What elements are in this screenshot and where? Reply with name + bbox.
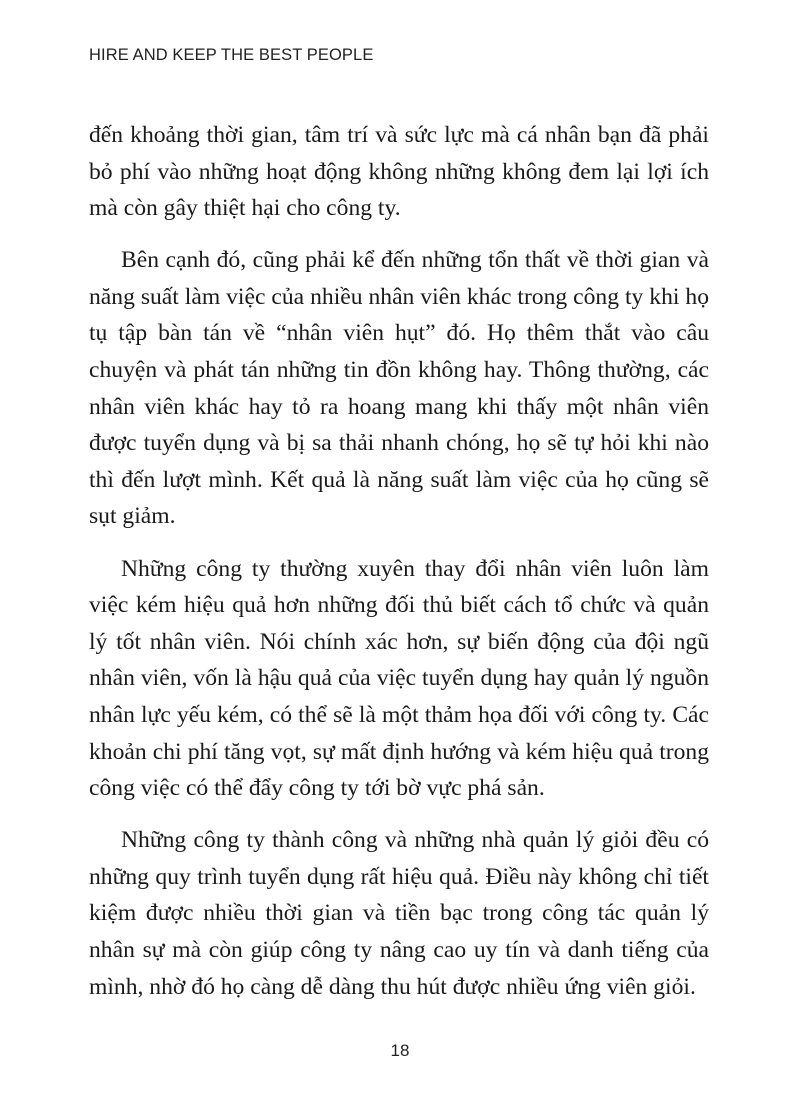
paragraph-losses: Bên cạnh đó, cũng phải kể đến những tổn thất về thời gian và năng suất làm việc của nhiều nhân viên khác trong công ty khi họ tụ tập bàn tán về “nhân viên hụt” đó. Họ thêm thắt vào câu chuyện và phát tán những tin đồn không hay. Thông thường, các nhân viên khác hay tỏ ra hoang mang khi thấy một nhân viên được tuyển dụng và bị sa thải nhanh chóng, họ sẽ tự hỏi khi nào thì đến lượt mình. Kết quả là năng suất làm việc của họ cũng sẽ sụt giảm.: [89, 247, 709, 530]
paragraph-turnover: Những công ty thường xuyên thay đổi nhân viên luôn làm việc kém hiệu quả hơn những đối thủ biết cách tổ chức và quản lý tốt nhân viên. Nói chính xác hơn, sự biến động của đội ngũ nhân viên, vốn là hậu quả của việc tuyển dụng hay quản lý nguồn nhân lực yếu kém, có thể sẽ là một thảm họa đối với công ty. Các khoản chi phí tăng vọt, sự mất định hướng và kém hiệu quả trong công việc có thể đẩy công ty tới bờ vực phá sản.: [89, 555, 709, 802]
paragraph-successful-companies: Những công ty thành công và những nhà quản lý giỏi đều có những quy trình tuyển dụng rất hiệu quả. Điều này không chỉ tiết kiệm được nhiều thời gian và tiền bạc trong công tác quản lý nhân sự mà còn giúp công ty nâng cao uy tín và danh tiếng của mình, nhờ đó họ càng dễ dàng thu hút được nhiều ứng viên giỏi.: [89, 827, 709, 1000]
running-header: HIRE AND KEEP THE BEST PEOPLE: [89, 46, 374, 64]
paragraph-continuation: đến khoảng thời gian, tâm trí và sức lực mà cá nhân bạn đã phải bỏ phí vào những hoạt động không những không đem lại lợi ích mà còn gây thiệt hại cho công ty.: [89, 122, 709, 222]
page-number: 18: [390, 1041, 410, 1060]
body-text: [89, 117, 709, 1021]
